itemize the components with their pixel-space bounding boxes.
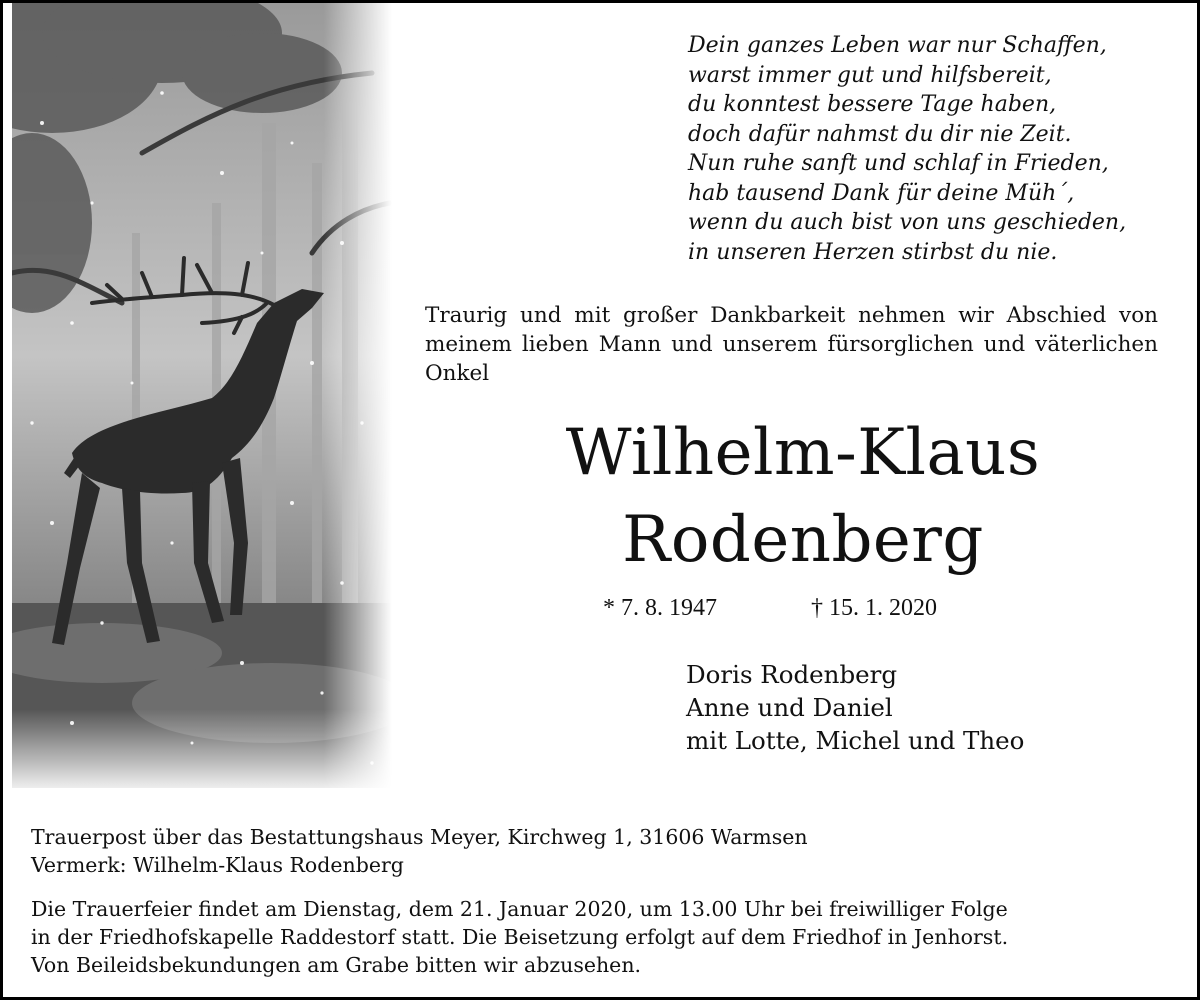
mourners-list [686,658,1024,757]
poem-line: warst immer gut und hilfsbereit, [688,62,1052,88]
mourner-line: Doris Rodenberg [686,660,898,689]
farewell-intro: Traurig und mit großer Dankbarkeit nehmen wir Abschied von meinem lieben Mann und unserem fürsorglichen und väterlichen Onkel [425,303,1158,386]
deceased-last-name: Rodenberg [622,503,984,577]
mourner-line: mit Lotte, Michel und Theo [686,726,1025,755]
post-address: Trauerpost über das Bestattungshaus Meyer, Kirchweg 1, 31606 Warmsen [31,825,808,849]
birth-date: * 7. 8. 1947 [603,595,717,621]
poem-line: Nun ruhe sanft und schlaf in Frieden, [688,151,1109,176]
condolence-mail-info [31,823,808,879]
ceremony-line: in der Friedhofskapelle Raddestorf statt. Die Beisetzung erfolgt auf dem Friedhof in Jenhorst. [31,925,1009,949]
poem-line: Dein ganzes Leben war nur Schaffen, [688,33,1107,58]
poem-line: in unseren Herzen stirbst du nie. [688,239,1058,265]
ceremony-line: Die Trauerfeier findet am Dienstag, dem 21. Januar 2020, um 13.00 Uhr bei freiwilliger Folge [31,897,1008,921]
memorial-poem [688,31,1178,267]
poem-line: hab tausend Dank für deine Müh´, [688,180,1075,206]
deceased-first-name: Wilhelm-Klaus [565,416,1041,490]
death-date: † 15. 1. 2020 [811,595,937,621]
ceremony-line: Von Beileidsbekundungen am Grabe bitten wir abzusehen. [31,953,642,977]
poem-line: wenn du auch bist von uns geschieden, [688,210,1127,235]
stag-forest-image [12,3,392,788]
funeral-info [31,895,1181,979]
poem-line: du konntest bessere Tage haben, [688,92,1057,117]
mourner-line: Anne und Daniel [686,693,893,722]
post-note: Vermerk: Wilhelm-Klaus Rodenberg [31,853,404,877]
poem-line: doch dafür nahmst du dir nie Zeit. [688,121,1072,147]
